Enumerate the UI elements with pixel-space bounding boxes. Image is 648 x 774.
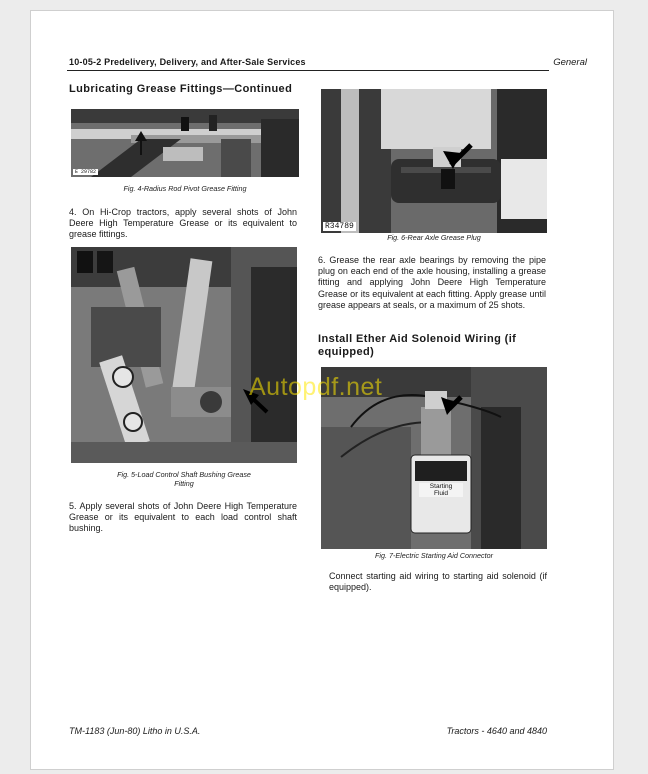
heading-lubricating-continued: Lubricating Grease Fittings—Continued — [69, 83, 293, 95]
fig4-photo — [71, 109, 299, 177]
can-label-line2: Fluid — [433, 490, 449, 497]
step-5-text: 5. Apply several shots of John Deere High Temperature Grease or its equivalent to each load control shaft bushing. — [69, 501, 297, 534]
fig6-image-label: R34789 — [325, 222, 354, 231]
watermark-text: Autopdf.net — [249, 373, 383, 401]
fig7-caption: Fig. 7-Electric Starting Aid Connector — [375, 551, 493, 560]
header-divider — [67, 70, 549, 71]
step-6-text: 6. Grease the rear axle bearings by removing the pipe plug on each end of the axle housing, installing a grease fitting and applying John Deere High Temperature Grease or its equivalent at each fitting. Apply grease until grease appears at seals, or a maximum of 25 shots. — [318, 255, 546, 310]
fig5-photo — [71, 247, 297, 463]
footer-right: Tractors - 4640 and 4840 — [446, 726, 547, 736]
can-label-line1: Starting — [429, 483, 453, 490]
fig4-caption: Fig. 4-Radius Rod Pivot Grease Fitting — [123, 184, 247, 193]
footer-left: TM-1183 (Jun-80) Litho in U.S.A. — [69, 726, 201, 736]
fig5-caption-line1: Fig. 5-Load Control Shaft Bushing Grease — [117, 470, 251, 479]
heading-ether-aid: Install Ether Aid Solenoid Wiring (if equipped) — [318, 333, 517, 358]
fig5-caption-line2: Fitting — [174, 479, 194, 488]
fig4-image-label: E 29782 — [75, 169, 97, 175]
step-4-text: 4. On Hi-Crop tractors, apply several shots of John Deere High Temperature Grease or its equivalent to grease fittings. — [69, 207, 297, 240]
fig6-caption: Fig. 6-Rear Axle Grease Plug — [387, 233, 481, 242]
starting-fluid-label — [421, 483, 461, 497]
category-header: General — [553, 57, 587, 68]
section-header: 10-05-2 Predelivery, Delivery, and After-Sale Services — [69, 57, 306, 67]
manual-page — [30, 10, 614, 770]
ether-aid-text: Connect starting aid wiring to starting aid solenoid (if equipped). — [329, 571, 547, 593]
fig6-photo — [321, 89, 547, 233]
